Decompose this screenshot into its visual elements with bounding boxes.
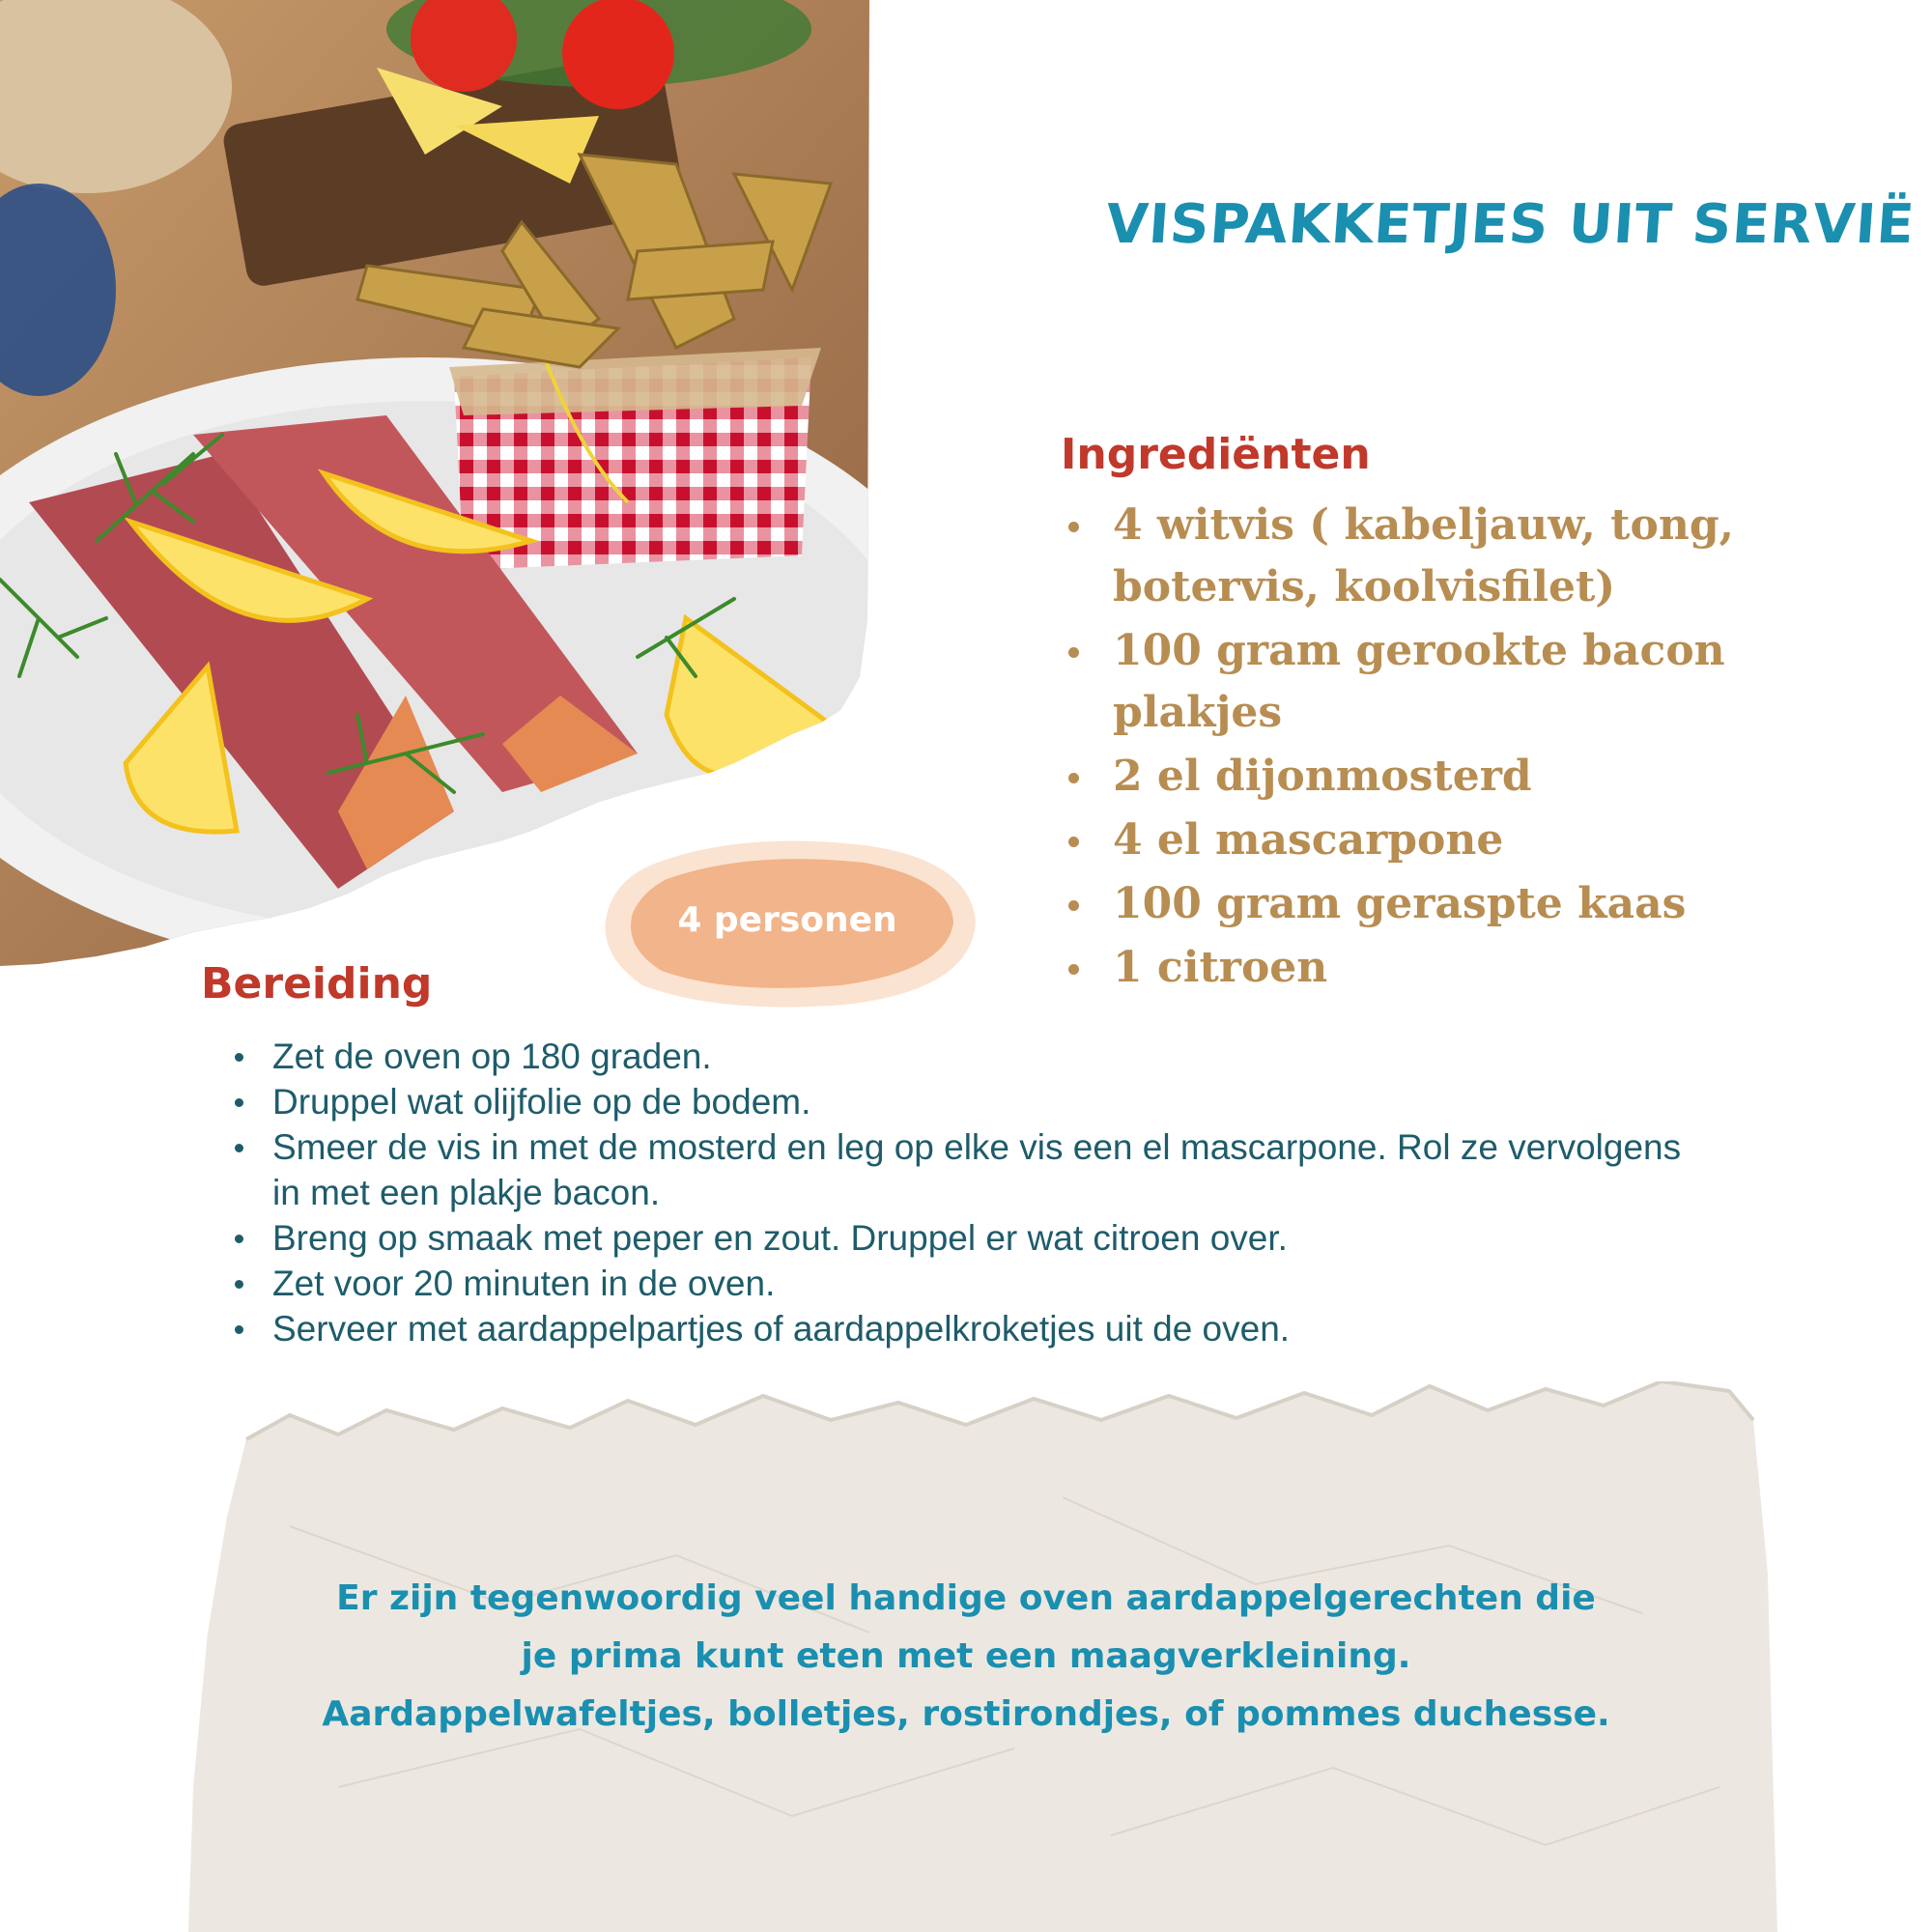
- step-item: Serveer met aardappelpartjes of aardappelkroketjes uit de oven.: [230, 1306, 1698, 1351]
- step-item: Zet de oven op 180 graden.: [230, 1034, 1698, 1079]
- ingredient-item: 2 el dijonmosterd: [1061, 746, 1737, 808]
- ingredient-item: 4 el mascarpone: [1061, 810, 1737, 871]
- ingredients-list: [1061, 495, 1737, 1001]
- preparation-heading: Bereiding: [201, 959, 433, 1009]
- tip-note: Er zijn tegenwoordig veel handige oven aardappelgerechten die je prima kunt eten met een maagverkleining. Aardappelwafeltjes, bolletjes, rostirondjes, of pommes duchesse.: [322, 1578, 1610, 1734]
- step-item: Smeer de vis in met de mosterd en leg op elke vis een el mascarpone. Rol ze vervolgens in met een plakje bacon.: [230, 1124, 1698, 1215]
- servings-badge: 4 personen: [677, 900, 897, 940]
- step-item: Druppel wat olijfolie op de bodem.: [230, 1079, 1698, 1124]
- ingredient-item: 100 gram geraspte kaas: [1061, 873, 1737, 935]
- ingredient-item: 100 gram gerookte bacon plakjes: [1061, 620, 1737, 744]
- ingredient-item: 4 witvis ( kabeljauw, tong, botervis, koolvisfilet): [1061, 495, 1737, 618]
- ingredient-item: 1 citroen: [1061, 937, 1737, 999]
- step-item: Breng op smaak met peper en zout. Druppel er wat citroen over.: [230, 1215, 1698, 1261]
- step-item: Zet voor 20 minuten in de oven.: [230, 1261, 1698, 1306]
- ingredients-heading: Ingrediënten: [1061, 430, 1371, 479]
- recipe-title: VISPAKKETJES UIT SERVIË: [1103, 193, 1918, 256]
- preparation-steps: [230, 1034, 1698, 1351]
